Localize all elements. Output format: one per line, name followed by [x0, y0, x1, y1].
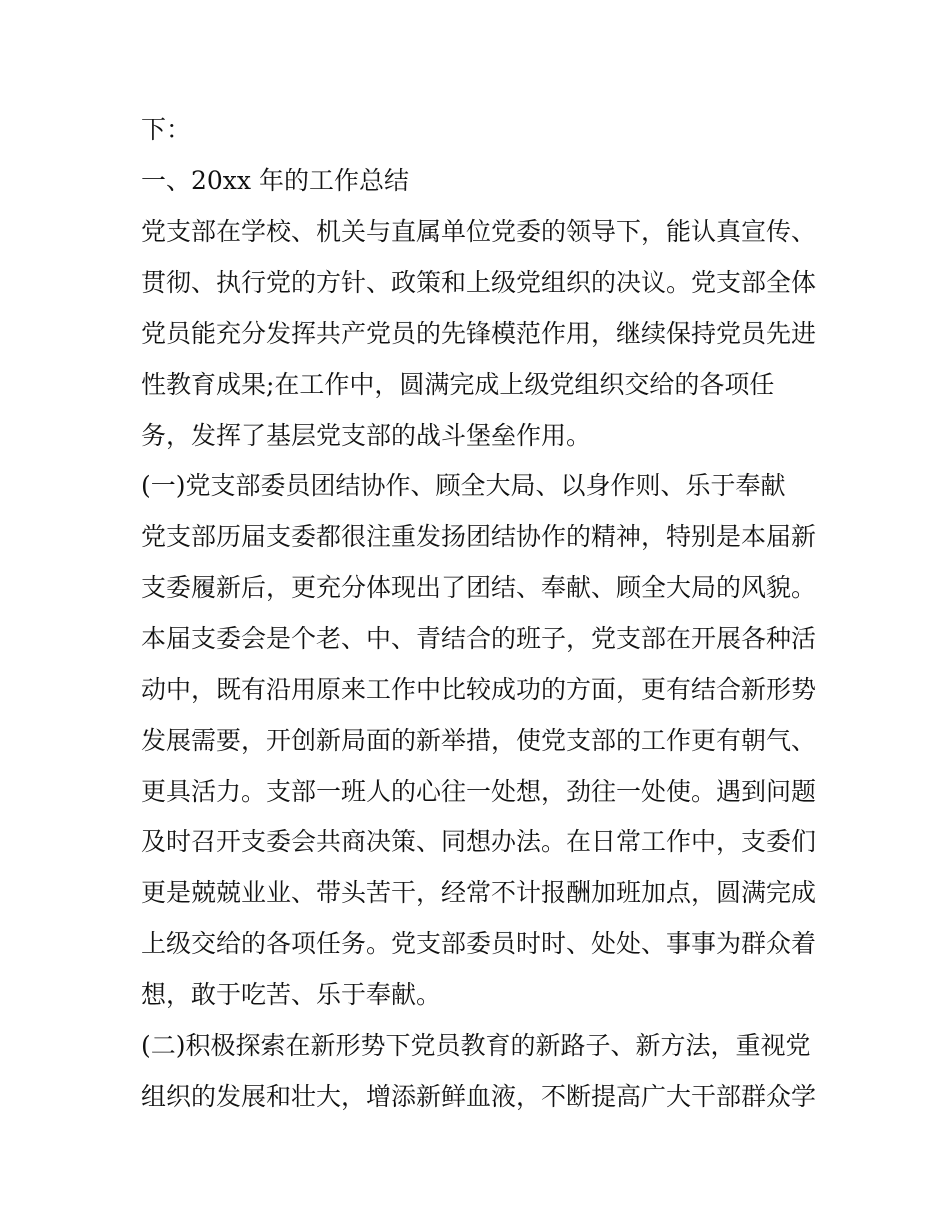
text-line: 想，敢于吃苦、乐于奉献。: [141, 980, 442, 1009]
text-line: 党支部历届支委都很注重发扬团结协作的精神，特别是本届新: [141, 522, 817, 551]
text-line: 发展需要，开创新局面的新举措，使党支部的工作更有朝气、: [141, 726, 817, 755]
subsection-heading: (二)积极探索在新形势下党员教育的新路子、新方法，重视党: [141, 1031, 811, 1060]
text-line: 更具活力。支部一班人的心往一处想，劲往一处使。遇到问题: [141, 777, 817, 806]
text-line: 性教育成果;在工作中，圆满完成上级党组织交给的各项任: [141, 370, 775, 399]
text-line: 党员能充分发挥共产党员的先锋模范作用，继续保持党员先进: [141, 319, 817, 348]
text-line: 动中，既有沿用原来工作中比较成功的方面，更有结合新形势: [141, 675, 817, 704]
subsection-heading: (一)党支部委员团结协作、顾全大局、以身作则、乐于奉献: [141, 471, 786, 500]
text-line: 务，发挥了基层党支部的战斗堡垒作用。: [141, 421, 592, 450]
text-line: 贯彻、执行党的方针、政策和上级党组织的决议。党支部全体: [141, 268, 817, 297]
text-line: 党支部在学校、机关与直属单位党委的领导下，能认真宣传、: [141, 217, 817, 246]
text-line: 支委履新后，更充分体现出了团结、奉献、顾全大局的风貌。: [141, 573, 817, 602]
text-line: 组织的发展和壮大，增添新鲜血液，不断提高广大干部群众学: [141, 1082, 817, 1111]
text-line: 及时召开支委会共商决策、同想办法。在日常工作中，支委们: [141, 827, 817, 856]
text-line: 更是兢兢业业、带头苦干，经常不计报酬加班加点，圆满完成: [141, 878, 817, 907]
text-line: 上级交给的各项任务。党支部委员时时、处处、事事为群众着: [141, 929, 817, 958]
text-line: 本届支委会是个老、中、青结合的班子，党支部在开展各种活: [141, 624, 817, 653]
text-line: 下：: [141, 115, 192, 144]
section-heading: 一、20xx 年的工作总结: [141, 166, 409, 195]
